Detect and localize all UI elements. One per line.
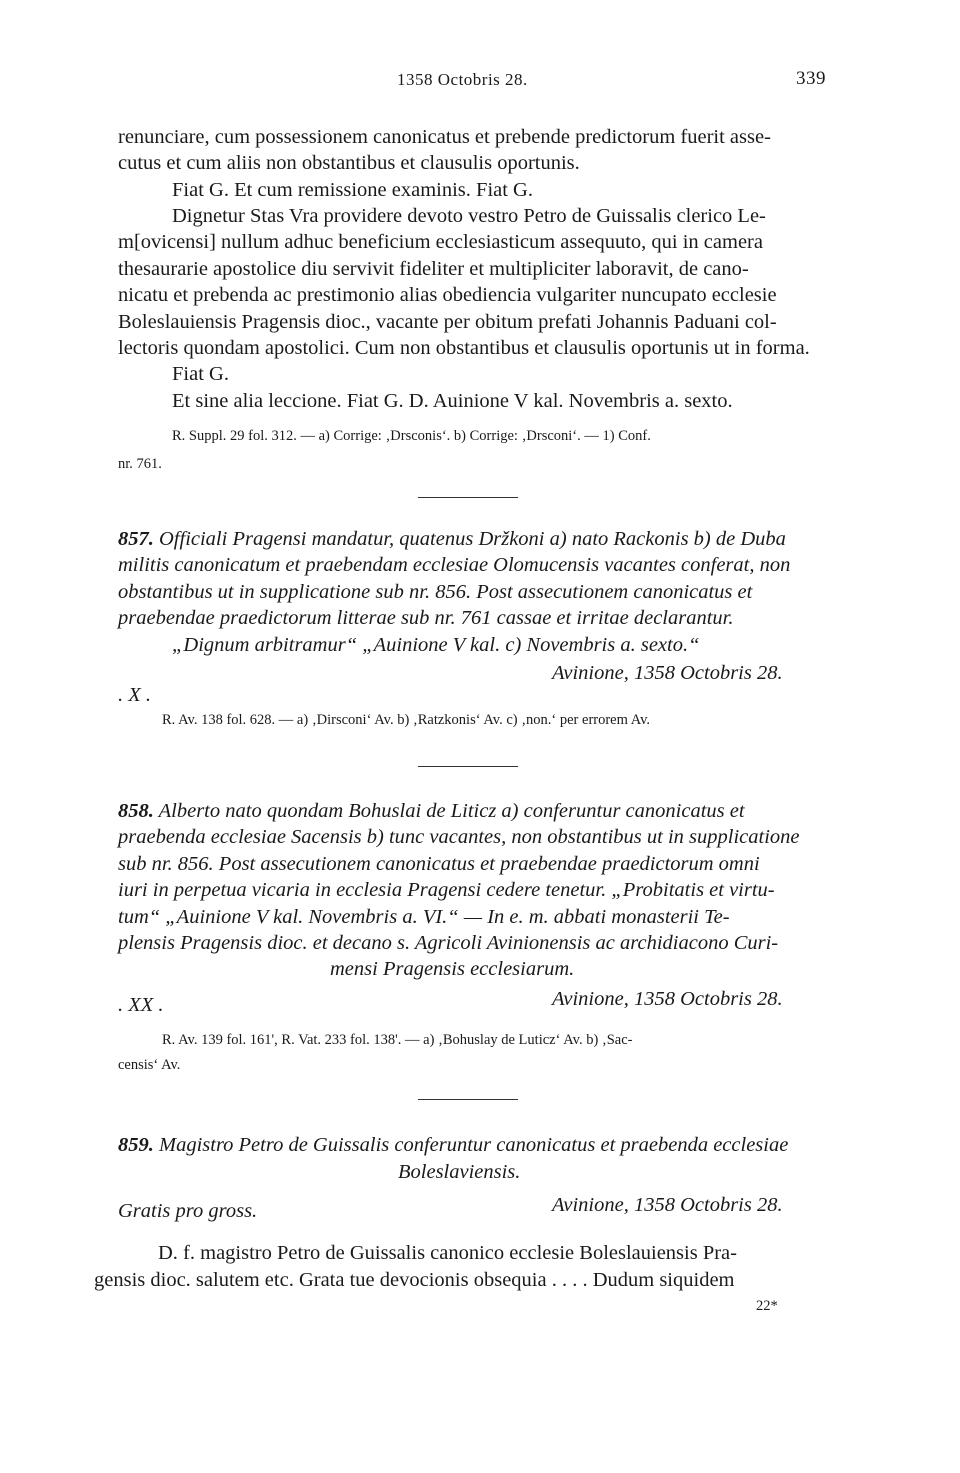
- summary-text: Officiali Pragensi mandatur, quatenus Držkoni a) nato Rackonis b) de Duba: [159, 528, 786, 550]
- page-number: 339: [796, 68, 826, 89]
- entry-summary-line: praebendae praedictorum litterae sub nr. 761 cassae et irritae declarantur.: [118, 607, 734, 629]
- text-line: Fiat G. Et cum remissione examinis. Fiat G.: [172, 179, 533, 201]
- entry-summary-line: tum“ „Auinione V kal. Novembris a. VI.“ — In e. m. abbati monasterii Te-: [118, 906, 730, 928]
- text-line: lectoris quondam apostolici. Cum non obstantibus et clausulis oportunis ut in forma.: [118, 337, 810, 359]
- summary-text: Magistro Petro de Guissalis conferuntur canonicatus et praebenda ecclesiae: [159, 1134, 789, 1156]
- entry-number: 859.: [118, 1134, 154, 1156]
- dateline: Avinione, 1358 Octobris 28.: [552, 662, 783, 684]
- summary-text: Alberto nato quondam Bohuslai de Liticz a) conferuntur canonicatus et: [158, 800, 745, 822]
- source-note: R. Av. 139 fol. 161', R. Vat. 233 fol. 138'. — a) ‚Bohuslay de Luticz‘ Av. b) ‚Sac-: [162, 1032, 633, 1048]
- text-line: D. f. magistro Petro de Guissalis canonico ecclesie Boleslauiensis Pra-: [158, 1242, 737, 1264]
- text-line: Boleslauiensis Pragensis dioc., vacante per obitum prefati Johannis Paduani col-: [118, 311, 777, 333]
- entry-number: 857.: [118, 528, 154, 550]
- entry-summary-line: militis canonicatum et praebendam ecclesiae Olomucensis vacantes conferat, non: [118, 554, 791, 576]
- section-divider: [418, 766, 518, 767]
- entry-summary-line: „Dignum arbitramur“ „Auinione V kal. c) Novembris a. sexto.“: [172, 634, 700, 656]
- entry-summary-line: [118, 798, 745, 824]
- entry-summary-line: [118, 526, 786, 552]
- entry-number: 858.: [118, 800, 154, 822]
- cross-reference: nr. 761.: [118, 456, 162, 472]
- dateline: Avinione, 1358 Octobris 28.: [552, 1194, 783, 1216]
- entry-summary-line: praebenda ecclesiae Sacensis b) tunc vacantes, non obstantibus ut in supplicatione: [118, 826, 800, 848]
- text-line: thesaurarie apostolice diu servivit fideliter et multipliciter laboravit, de cano-: [118, 258, 749, 280]
- entry-summary-line: [118, 1132, 788, 1158]
- registry-mark: . X .: [118, 684, 152, 706]
- text-line: gensis dioc. salutem etc. Grata tue devocionis obsequia . . . . Dudum siquidem: [94, 1269, 735, 1291]
- source-note: censis‘ Av.: [118, 1057, 181, 1073]
- text-line: renunciare, cum possessionem canonicatus et prebende predictorum fuerit asse-: [118, 126, 771, 148]
- dateline: Avinione, 1358 Octobris 28.: [552, 988, 783, 1010]
- text-line: Dignetur Stas Vra providere devoto vestro Petro de Guissalis clerico Le-: [172, 205, 766, 227]
- text-line: Et sine alia leccione. Fiat G. D. Auinione V kal. Novembris a. sexto.: [172, 390, 733, 412]
- entry-summary-line: mensi Pragensis ecclesiarum.: [330, 958, 575, 980]
- text-line: Fiat G.: [172, 363, 229, 385]
- signature-mark: 22*: [756, 1298, 778, 1314]
- entry-summary-line: obstantibus ut in supplicatione sub nr. 856. Post assecutionem canonicatus et: [118, 581, 753, 603]
- source-note: R. Av. 138 fol. 628. — a) ‚Dirsconi‘ Av. b) ‚Ratzkonis‘ Av. c) ‚non.‘ per errorem Av.: [162, 712, 651, 728]
- running-header-date: 1358 Octobris 28.: [397, 70, 528, 89]
- entry-summary-line: sub nr. 856. Post assecutionem canonicatus et praebendae praedictorum omni: [118, 853, 760, 875]
- source-note: R. Suppl. 29 fol. 312. — a) Corrige: ‚Drsconis‘. b) Corrige: ‚Drsconi‘. — 1) Conf.: [172, 428, 651, 444]
- entry-summary-line: plensis Pragensis dioc. et decano s. Agricoli Avinionensis ac archidiacono Curi-: [118, 932, 779, 954]
- section-divider: [418, 1099, 518, 1100]
- text-line: nicatu et prebenda ac prestimonio alias obediencia vulgariter nuncupato ecclesie: [118, 284, 777, 306]
- text-line: m[ovicensi] nullum adhuc beneficium ecclesiasticum assequuto, qui in camera: [118, 231, 763, 253]
- registry-mark: . XX .: [118, 994, 164, 1016]
- entry-summary-line: Boleslaviensis.: [398, 1161, 521, 1183]
- section-divider: [418, 497, 518, 498]
- gratis-note: Gratis pro gross.: [118, 1200, 258, 1222]
- text-line: cutus et cum aliis non obstantibus et clausulis oportunis.: [118, 152, 580, 174]
- entry-summary-line: iuri in perpetua vicaria in ecclesia Pragensi cedere tenetur. „Probitatis et virtu-: [118, 879, 775, 901]
